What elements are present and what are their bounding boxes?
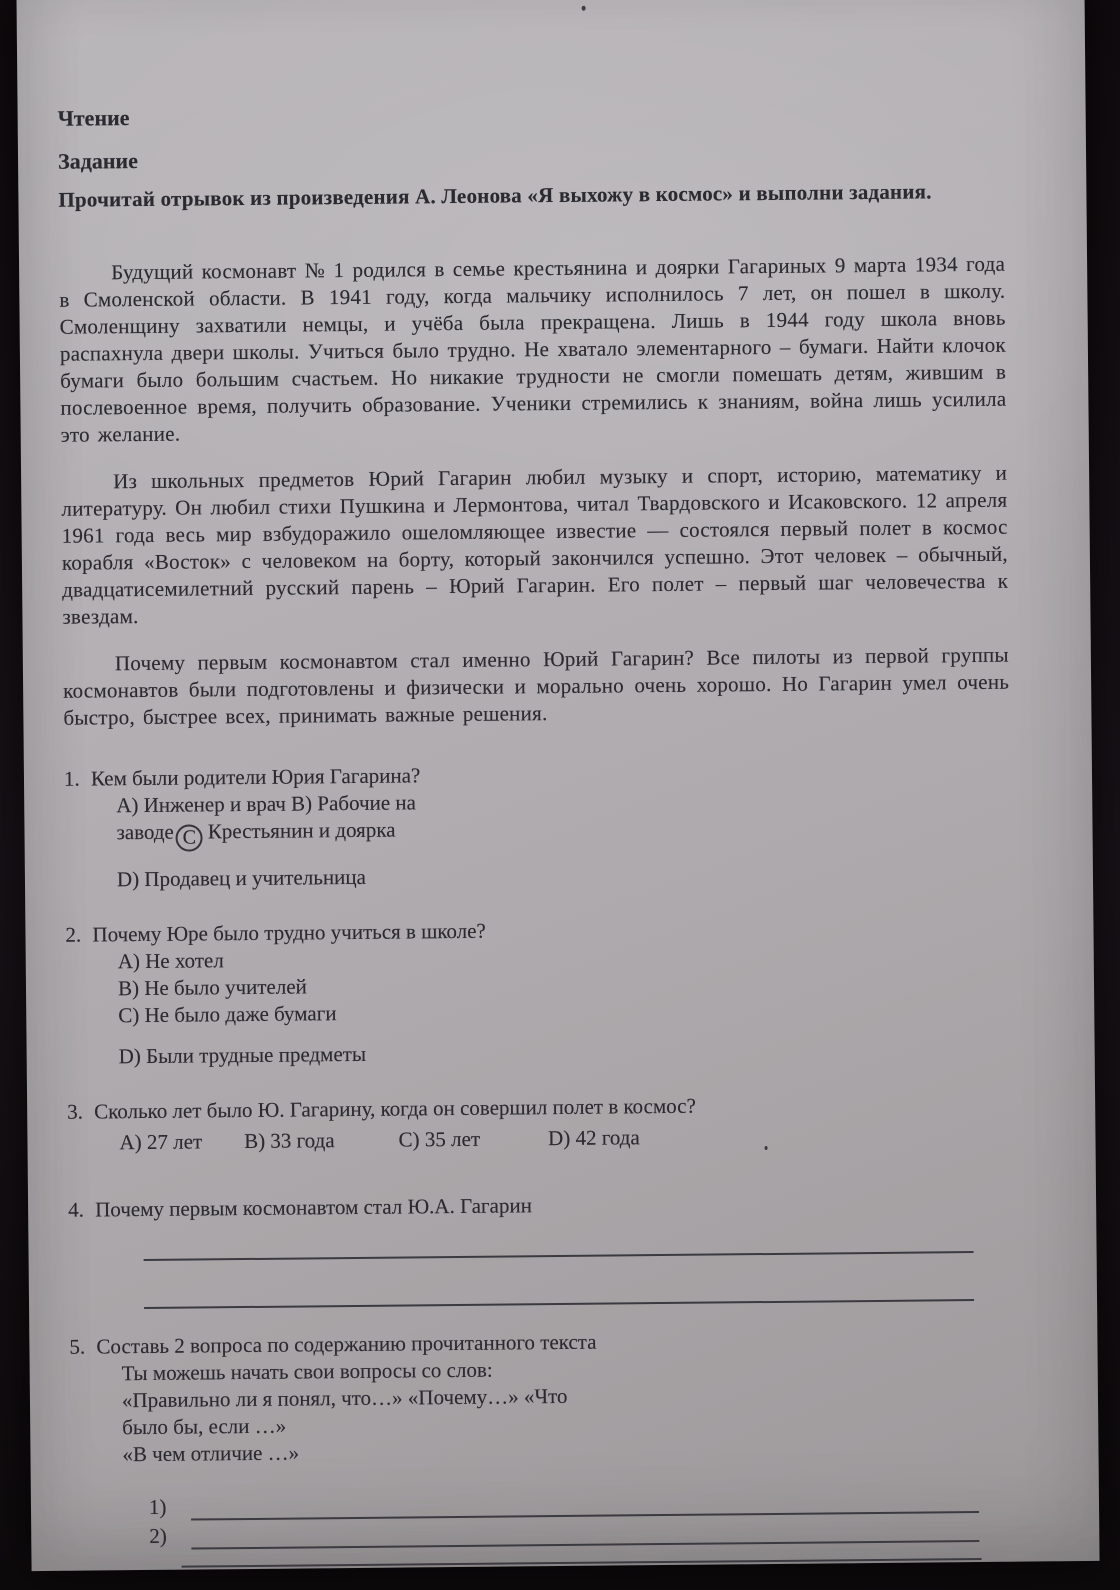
circled-answer-c: С bbox=[176, 824, 203, 851]
question-4 bbox=[68, 1187, 1015, 1309]
question-2-prompt: Почему Юре было трудно учиться в школе? bbox=[92, 918, 486, 946]
task-label: Задание bbox=[57, 148, 139, 174]
passage-paragraph-1: Будущий космонавт № 1 родился в семье крестьянина и доярки Гагариных 9 марта 1934 года в Смоленской области. В 1941 году, когда мальчику исполнилось 7 лет, он пошел в школу. Смоленщину захватили немцы, и учёба была прекращена. Лишь в 1944 году школа вновь распахнула двери школы. Учиться было трудно. Не хватало элементарного – бумаги. Найти клочок бумаги было большим счастьем. Но никакие трудности не смогли помешать детям, жившим в послевоенное время, получить образование. Ученики стремились к знаниям, война лишь усилила это желание. bbox=[59, 251, 1007, 447]
question-1-number: 1. bbox=[63, 766, 80, 791]
question-2 bbox=[65, 912, 1012, 1070]
passage-paragraph-2: Из школьных предметов Юрий Гагарин любил музыку и спорт, историю, математику и литературу. Он любил стихи Пушкина и Лермонтова, читал Твардовского и Исаковского. 12 апреля 1961 года весь мир взбудоражило ошеломляющее известие — состоялся первый полет в космос корабля «Восток» с человеком на борту, который закончился успешно. Этот человек – обычный, двадцатисемилетний русский парень – Юрий Гагарин. Его полет – первый шаг человечества к звездам. bbox=[61, 460, 1009, 629]
task-instruction: Прочитай отрывок из произведения А. Леонова «Я выхожу в космос» и выполни задания. bbox=[58, 179, 932, 212]
question-2-number: 2. bbox=[65, 922, 82, 947]
question-5-blanks bbox=[149, 1483, 1018, 1549]
question-2-option-a: А) Не хотел bbox=[117, 947, 224, 973]
hint-line-4: «В чем отличие …» bbox=[122, 1440, 300, 1466]
question-3 bbox=[67, 1089, 1014, 1156]
questions-section bbox=[64, 757, 1018, 1569]
question-2-options bbox=[118, 939, 1013, 1070]
blank-1-label: 1) bbox=[148, 1494, 167, 1519]
question-5-number: 5. bbox=[69, 1334, 86, 1359]
hint-line-1: Ты можешь начать свои вопросы со слов: bbox=[121, 1357, 493, 1385]
option-c-post: Крестьянин и доярка bbox=[207, 817, 396, 844]
question-3-number: 3. bbox=[67, 1099, 84, 1124]
question-1-options-line1: А) Инженер и врач В) Рабочие на bbox=[116, 790, 417, 818]
answer-line bbox=[144, 1299, 974, 1309]
question-3-prompt: Сколько лет было Ю. Гагарину, когда он совершил полет в космос? bbox=[94, 1093, 696, 1123]
hint-line-2: «Правильно ли я понял, что…» «Почему…» «Что bbox=[121, 1383, 568, 1412]
option-c-pre: заводе bbox=[116, 819, 174, 845]
worksheet-paper bbox=[16, 0, 1099, 1571]
question-5 bbox=[69, 1324, 1017, 1568]
question-3-option-c: С) 35 лет bbox=[398, 1126, 481, 1152]
question-5-prompt: Составь 2 вопроса по содержанию прочитанного текста bbox=[96, 1329, 597, 1358]
question-4-number: 4. bbox=[68, 1197, 84, 1222]
section-title: Чтение bbox=[57, 105, 130, 131]
question-2-option-b: В) Не было учителей bbox=[117, 973, 307, 1000]
question-1-prompt: Кем были родители Юрия Гагарина? bbox=[90, 763, 421, 791]
question-5-hints bbox=[122, 1351, 1017, 1468]
question-4-text bbox=[68, 1187, 1014, 1223]
question-3-options bbox=[119, 1120, 1013, 1156]
answer-line bbox=[144, 1251, 974, 1261]
question-3-option-a: А) 27 лет bbox=[119, 1128, 203, 1154]
hint-line-3: было бы, если …» bbox=[122, 1413, 287, 1439]
question-2-option-d: D) Были трудные предметы bbox=[118, 1041, 367, 1068]
photo-speck bbox=[582, 6, 586, 11]
question-1-option-d: D) Продавец и учительница bbox=[116, 864, 367, 891]
blank-2-label: 2) bbox=[149, 1523, 167, 1548]
worksheet-content bbox=[16, 0, 1099, 1569]
question-2-option-c: С) Не было даже бумаги bbox=[118, 1000, 337, 1027]
question-1-options bbox=[116, 784, 1011, 893]
question-3-option-d: D) 42 года bbox=[547, 1124, 640, 1150]
question-4-prompt: Почему первым космонавтом стал Ю.А. Гагарин bbox=[95, 1192, 532, 1221]
question-3-text bbox=[67, 1089, 1013, 1125]
question-3-option-b: В) 33 года bbox=[244, 1127, 335, 1153]
photo-speck bbox=[765, 1146, 768, 1150]
question-1 bbox=[64, 757, 1011, 894]
passage-paragraph-3: Почему первым космонавтом стал именно Юрий Гагарин? Все пилоты из первой группы космонавтов были подготовлены и физически и морально очень хорошо. Но Гагарин умел очень быстро, быстрее всех, принимать важные решения. bbox=[63, 642, 1010, 730]
